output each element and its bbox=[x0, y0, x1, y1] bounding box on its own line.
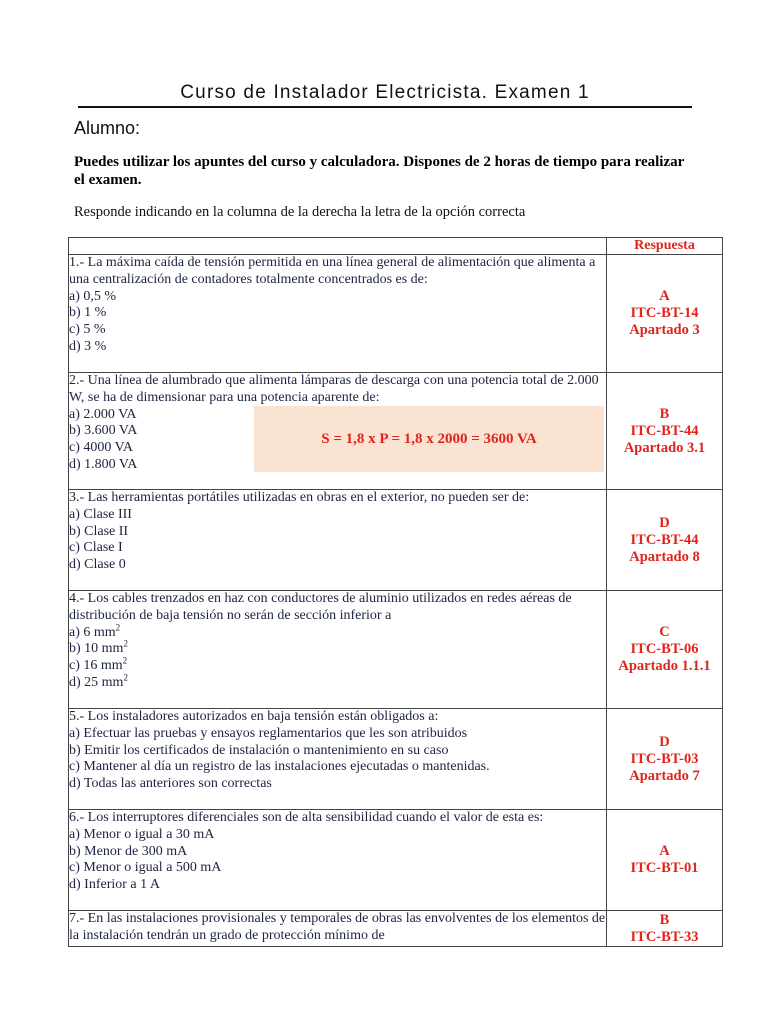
option-d: d) 3 % bbox=[69, 338, 107, 354]
option-c: c) Mantener al día un registro de las instalaciones ejecutadas o mantenidas. bbox=[69, 759, 490, 775]
answer-letter: D bbox=[659, 733, 670, 750]
answer-reference: ITC-BT-06 bbox=[630, 641, 699, 657]
option-b: b) 10 $mm^2$ bbox=[69, 638, 128, 657]
question-text: 6.- Los interruptores diferenciales son de alta sensibilidad cuando el valor de esta es: bbox=[69, 810, 544, 825]
question-text: 1.- La máxima caída de tensión permitida en una línea general de alimentación que alimenta a una centralización de contadores totalmente concentrados es de: bbox=[69, 255, 596, 287]
answer-letter: C bbox=[659, 624, 670, 640]
exam-title: Curso de Instalador Electricista. Examen 1 bbox=[78, 82, 692, 108]
option-c: c) 16 $mm^2$ bbox=[69, 655, 128, 674]
option-d: d) Inferior a 1 A bbox=[69, 877, 160, 893]
option-c: c) 4000 VA bbox=[69, 440, 134, 456]
option-b: b) 3.600 VA bbox=[69, 423, 138, 439]
question-cell bbox=[69, 255, 607, 373]
question-row bbox=[69, 911, 723, 947]
answer-section: Apartado 8 bbox=[629, 548, 700, 565]
option-b: b) 1 % bbox=[69, 305, 107, 321]
option-c: c) Clase I bbox=[69, 540, 123, 556]
answer-cell bbox=[607, 255, 723, 373]
question-text: 2.- Una línea de alumbrado que alimenta lámparas de descarga con una potencia total de 2.000 W, se ha de dimensionar para una potencia aparente de: bbox=[69, 373, 599, 405]
student-label: Alumno: bbox=[74, 118, 141, 138]
option-d: d) 1.800 VA bbox=[69, 456, 138, 472]
answer-cell bbox=[607, 810, 723, 911]
question-row bbox=[69, 490, 723, 591]
option-b: b) Menor de 300 mA bbox=[69, 843, 188, 859]
question-cell bbox=[69, 591, 607, 709]
question-text: 4.- Los cables trenzados en haz con conductores de aluminio utilizados en redes aéreas de distribución de baja tensión no serán de sección inferior a bbox=[69, 591, 572, 623]
answer-reference: ITC-BT-03 bbox=[630, 750, 699, 767]
calculation-note: S = 1,8 x P = 1,8 x 2000 = 3600 VA bbox=[254, 406, 604, 472]
option-c: c) 5 % bbox=[69, 322, 106, 338]
option-d: d) Clase 0 bbox=[69, 557, 126, 573]
answer-section: Apartado 3.1 bbox=[623, 439, 706, 456]
answer-section: Apartado 3 bbox=[629, 322, 700, 338]
option-d: d) 25 $mm^2$ bbox=[69, 672, 128, 690]
option-a: a) Efectuar las pruebas y ensayos reglamentarios que les son atribuidos bbox=[69, 725, 468, 741]
answer-reference: ITC-BT-44 bbox=[630, 422, 699, 439]
answer-letter: B bbox=[659, 911, 670, 928]
question-row bbox=[69, 591, 723, 709]
superscript: 2 bbox=[123, 672, 128, 683]
answer-cell bbox=[607, 373, 723, 490]
answer-cell bbox=[607, 911, 723, 947]
option-c: c) Menor o igual a 500 mA bbox=[69, 860, 222, 876]
answer-section: Apartado 7 bbox=[629, 767, 700, 784]
question-text: 7.- En las instalaciones provisionales y temporales de obras las envolventes de los elementos de la instalación tendrán un grado de protección mínimo de bbox=[69, 911, 606, 943]
instructions-text: Puedes utilizar los apuntes del curso y calculadora. Dispones de 2 horas de tiempo para realizar el examen. bbox=[74, 154, 684, 188]
option-a: a) 2.000 VA bbox=[69, 406, 137, 422]
answer-reference: ITC-BT-14 bbox=[630, 305, 699, 321]
option-a: a) Clase III bbox=[69, 506, 132, 522]
answer-cell bbox=[607, 591, 723, 709]
answer-letter: A bbox=[659, 288, 670, 304]
question-row bbox=[69, 810, 723, 911]
answer-cell bbox=[607, 709, 723, 810]
answer-letter: A bbox=[659, 843, 670, 859]
answer-reference: ITC-BT-01 bbox=[630, 860, 699, 876]
option-a: a) 0,5 % bbox=[69, 288, 117, 304]
answer-column-header: Respuesta bbox=[607, 238, 723, 255]
answer-cell bbox=[607, 490, 723, 591]
answer-section: Apartado 1.1.1 bbox=[618, 658, 711, 674]
option-d: d) Todas las anteriores son correctas bbox=[69, 776, 272, 792]
answer-letter: D bbox=[659, 514, 670, 531]
option-a: a) 6 $mm^2$ bbox=[69, 621, 121, 640]
exam-table bbox=[68, 237, 723, 947]
question-row bbox=[69, 709, 723, 810]
question-cell bbox=[69, 709, 607, 810]
question-cell bbox=[69, 490, 607, 591]
superscript: 2 bbox=[123, 638, 128, 649]
question-cell bbox=[69, 810, 607, 911]
answer-letter: B bbox=[659, 405, 670, 422]
option-a: a) Menor o igual a 30 mA bbox=[69, 826, 215, 842]
header-blank-cell bbox=[69, 238, 607, 255]
respond-instructions: Responde indicando en la columna de la derecha la letra de la opción correcta bbox=[74, 204, 526, 220]
option-b: b) Emitir los certificados de instalación o mantenimiento en su caso bbox=[69, 742, 449, 758]
option-b: b) Clase II bbox=[69, 523, 129, 539]
answer-reference: ITC-BT-44 bbox=[630, 531, 699, 548]
question-cell bbox=[69, 911, 607, 947]
question-row bbox=[69, 255, 723, 373]
question-text: 3.- Las herramientas portátiles utilizadas en obras en el exterior, no pueden ser de: bbox=[69, 490, 530, 505]
question-text: 5.- Los instaladores autorizados en baja tensión están obligados a: bbox=[69, 709, 439, 724]
answer-reference: ITC-BT-33 bbox=[630, 928, 699, 945]
superscript: 2 bbox=[115, 621, 121, 632]
table-header-row bbox=[69, 238, 723, 255]
superscript: 2 bbox=[122, 655, 128, 666]
